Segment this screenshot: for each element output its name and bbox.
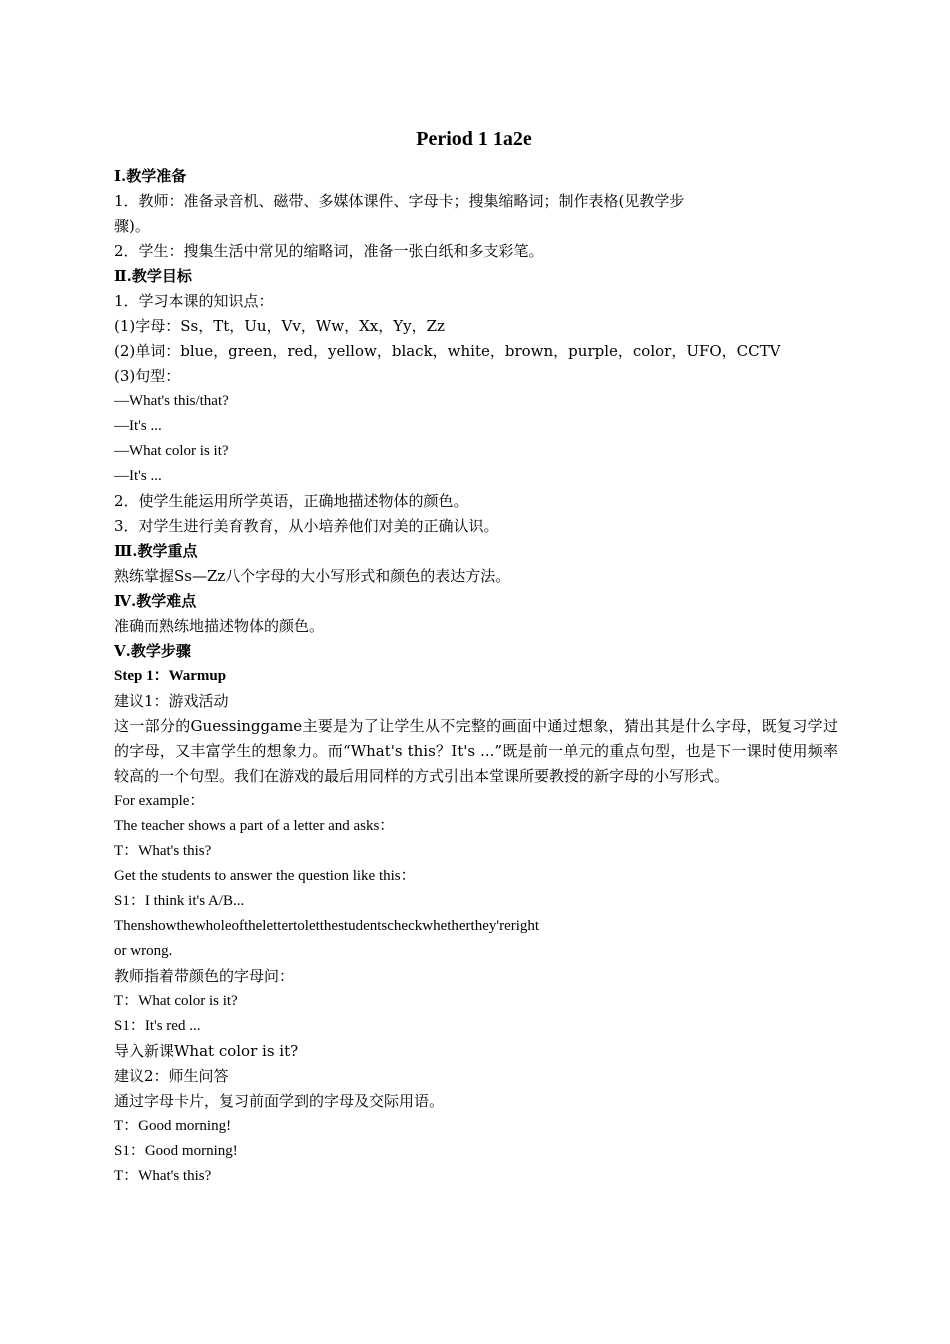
text-line: S1：Good morning!: [114, 1143, 238, 1159]
step-heading: Step 1：Warmup: [114, 668, 227, 684]
text-line: 1．教师：准备录音机、磁带、多媒体课件、字母卡；搜集缩略词；制作表格(见教学步: [114, 192, 685, 210]
text-line: 建议1：游戏活动: [114, 692, 229, 710]
text-line: Get the students to answer the question like this：: [114, 868, 416, 884]
text-line: S1：It's red ...: [114, 1018, 201, 1034]
section-heading-preparation: Ⅰ.教学准备: [114, 167, 187, 185]
text-line: —It's ...: [114, 468, 162, 484]
section-heading-steps: Ⅴ.教学步骤: [114, 642, 191, 660]
text-line: —It's ...: [114, 418, 162, 434]
text-line: T：What's this?: [114, 1168, 212, 1184]
text-line: 通过字母卡片，复习前面学到的字母及交际用语。: [114, 1092, 445, 1110]
text-line: 3．对学生进行美育教育，从小培养他们对美的正确认识。: [114, 517, 499, 535]
text-line: The teacher shows a part of a letter and asks：: [114, 818, 395, 834]
section-heading-key-points: Ⅲ.教学重点: [114, 542, 198, 560]
text-line: 2．学生：搜集生活中常见的缩略词，准备一张白纸和多支彩笔。: [114, 242, 544, 260]
text-line: 建议2：师生问答: [114, 1067, 229, 1085]
text-line: or wrong.: [114, 943, 173, 959]
text-line: 熟练掌握Ss—Zz八个字母的大小写形式和颜色的表达方法。: [114, 567, 511, 585]
text-line: 教师指着带颜色的字母问：: [114, 967, 295, 985]
text-line: 准确而熟练地描述物体的颜色。: [114, 617, 325, 635]
text-line: —What's this/that?: [114, 393, 229, 409]
text-line: S1：I think it's A/B...: [114, 893, 245, 909]
section-heading-objectives: Ⅱ.教学目标: [114, 267, 192, 285]
text-line: Thenshowthewholeofthelettertoletthestudentscheckwhetherthey'reright: [114, 918, 540, 934]
text-line: T：Good morning!: [114, 1118, 232, 1134]
text-line: (2)单词：blue，green，red，yellow，black，white，brown，purple，color，UFO，CCTV: [114, 342, 781, 360]
text-line: —What color is it?: [114, 443, 229, 459]
text-line: 1．学习本课的知识点：: [114, 292, 274, 310]
page-title: Period 1 1a2e: [416, 128, 532, 150]
text-line: For example：: [114, 793, 205, 809]
text-line: (3)句型：: [114, 367, 181, 385]
text-line: 骤)。: [114, 217, 150, 235]
text-line: (1)字母：Ss，Tt，Uu，Vv，Ww，Xx，Yy，Zz: [114, 317, 445, 335]
paragraph: 这一部分的Guessinggame主要是为了让学生从不完整的画面中通过想象，猜出其是什么字母，既复习学过的字母，又丰富学生的想象力。而“What's this？It's ...”既是前一单元的重点句型，也是下一课时使用频率较高的一个句型。我们在游戏的最后用同样的方式引出本堂课所要教授的新字母的小写形式。: [114, 717, 838, 785]
section-heading-difficulties: Ⅳ.教学难点: [114, 592, 197, 610]
text-line: 导入新课What color is it?: [114, 1042, 299, 1060]
text-line: 2．使学生能运用所学英语，正确地描述物体的颜色。: [114, 492, 469, 510]
document-page: [114, 124, 838, 1189]
text-line: T：What's this?: [114, 843, 212, 859]
text-line: T：What color is it?: [114, 993, 238, 1009]
